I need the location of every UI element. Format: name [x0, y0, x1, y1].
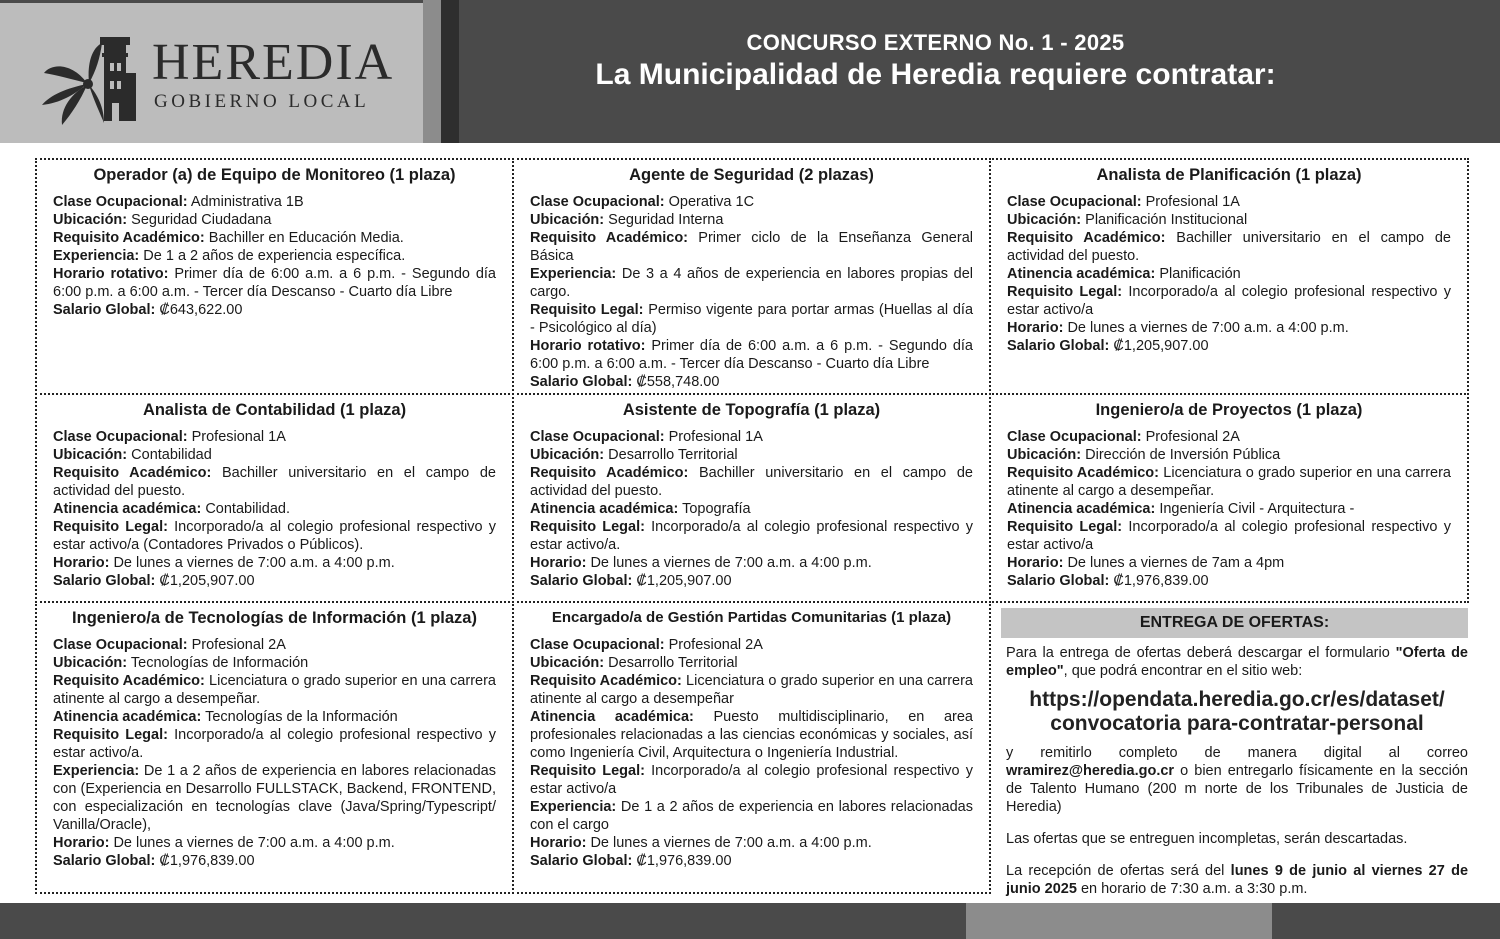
position-title: Asistente de Topografía (1 plaza) [622, 401, 881, 419]
field-row: Horario: De lunes a viernes de 7:00 a.m. a 4:00 p.m. [530, 835, 872, 851]
heredia-flower-tower-icon [42, 33, 147, 128]
field-row: Experiencia: De 1 a 2 años de experiencia en labores relacionadas con el cargo [530, 799, 973, 833]
field-row: Clase Ocupacional: Profesional 2A [53, 637, 286, 653]
field-row: Requisito Académico: Bachiller en Educación Media. [53, 230, 404, 246]
field-row: Requisito Académico: Licenciatura o grado superior en una carrera atinente al cargo a desempeñar. [53, 673, 496, 707]
logo-tagline: GOBIERNO LOCAL [154, 91, 370, 112]
offers-email-link[interactable]: wramirez@heredia.go.cr [1006, 763, 1175, 779]
position-card-project-engineer [989, 393, 1469, 603]
field-row: Clase Ocupacional: Profesional 1A [530, 429, 763, 445]
position-title: Agente de Seguridad (2 plazas) [629, 166, 874, 184]
field-row: Horario: De lunes a viernes de 7am a 4pm [1007, 555, 1285, 571]
field-row: Clase Ocupacional: Profesional 2A [530, 637, 763, 653]
offers-panel [1001, 608, 1469, 897]
field-row: Clase Ocupacional: Profesional 2A [1007, 429, 1240, 445]
field-row: Clase Ocupacional: Operativa 1C [530, 194, 755, 210]
field-row: Atinencia académica: Puesto multidisciplinario, en area profesionales relacionadas a las ciencias económicas y sociales, así como Ingeniería Civil, Arquitectura o Ingeniería Industrial. [530, 709, 973, 761]
field-row: Experiencia: De 1 a 2 años de experiencia específica. [53, 248, 406, 264]
header-logo-panel [0, 0, 423, 143]
position-card-it-engineer [35, 601, 514, 894]
field-row: Ubicación: Desarrollo Territorial [530, 447, 738, 463]
field-row: Requisito Académico: Bachiller universitario en el campo de actividad del puesto. [1007, 230, 1451, 264]
field-row: Salario Global: ₡558,748.00 [530, 374, 720, 390]
offers-dates: La recepción de ofertas será del lunes 9 de junio al viernes 27 de junio 2025 en horario de 7:30 a.m. a 3:30 p.m. [1006, 863, 1469, 897]
logo-name: HEREDIA [152, 34, 395, 91]
field-row: Requisito Académico: Bachiller universitario en el campo de actividad del puesto. [53, 465, 496, 499]
offers-submission-instructions: y remitirlo completo de manera digital al correo wramirez@heredia.go.cr o bien entregarlo físicamente en la sección de Talento Humano (200 m norte de los Tribunales de Justicia de Heredia) [1006, 745, 1468, 815]
field-row: Ubicación: Seguridad Ciudadana [53, 212, 272, 228]
field-row: Requisito Legal: Incorporado/a al colegio profesional respectivo y estar activo/a. [53, 727, 496, 761]
position-card-monitoring-operator [35, 158, 514, 395]
field-row: Requisito Legal: Incorporado/a al colegio profesional respectivo y estar activo/a (Contadores Privados o Públicos). [53, 519, 496, 553]
field-row: Horario: De lunes a viernes de 7:00 a.m. a 4:00 p.m. [53, 835, 395, 851]
field-row: Atinencia académica: Tecnologías de la Información [53, 709, 398, 725]
field-row: Ubicación: Tecnologías de Información [53, 655, 309, 671]
position-card-planning-analyst [989, 158, 1469, 395]
field-row: Requisito Legal: Incorporado/a al colegio profesional respectivo y estar activo/a [1007, 519, 1451, 553]
field-row: Requisito Legal: Incorporado/a al colegio profesional respectivo y estar activo/a [1007, 284, 1451, 318]
field-row: Experiencia: De 1 a 2 años de experiencia en labores relacionadas con (Experiencia en Desarrollo FULLSTACK, Backend, FRONTEND, con especialización en tecnologías clave (Java/Spring/Typescript/ Vanilla/Oracle), [53, 763, 496, 833]
field-row: Ubicación: Contabilidad [53, 447, 212, 463]
field-row: Experiencia: De 3 a 4 años de experiencia en labores propias del cargo. [530, 266, 973, 300]
field-row: Salario Global: ₡1,205,907.00 [53, 573, 255, 589]
contest-kicker: CONCURSO EXTERNO No. 1 - 2025 [746, 30, 1125, 55]
field-row: Salario Global: ₡1,976,839.00 [1007, 573, 1209, 589]
offers-warning: Las ofertas que se entreguen incompletas, serán descartadas. [1006, 831, 1408, 847]
form-name: "Oferta de empleo" [1006, 645, 1468, 679]
heredia-logo [42, 33, 395, 128]
position-card-accounting-analyst [35, 393, 514, 603]
field-row: Salario Global: ₡1,205,907.00 [1007, 338, 1209, 354]
position-title: Operador (a) de Equipo de Monitoreo (1 plaza) [93, 166, 456, 184]
field-row: Ubicación: Dirección de Inversión Pública [1007, 447, 1281, 463]
header-divider-light [423, 0, 441, 143]
offers-url-link[interactable]: https://opendata.heredia.go.cr/es/dataset/ convocatoria para-contratar-personal [1029, 688, 1445, 735]
footer-bar [0, 903, 1500, 939]
field-row: Requisito Académico: Primer ciclo de la Enseñanza General Básica [530, 230, 973, 264]
page-title: La Municipalidad de Heredia requiere contratar: [595, 58, 1276, 91]
field-row: Atinencia académica: Ingeniería Civil - Arquitectura - [1007, 501, 1355, 517]
field-row: Horario: De lunes a viernes de 7:00 a.m. a 4:00 p.m. [53, 555, 395, 571]
field-row: Requisito Académico: Licenciatura o grado superior en una carrera atinente al cargo a desempeñar. [1007, 465, 1451, 499]
field-row: Atinencia académica: Topografía [530, 501, 751, 517]
field-row: Clase Ocupacional: Profesional 1A [53, 429, 286, 445]
field-row: Horario rotativo: Primer día de 6:00 a.m. a 6 p.m. - Segundo día 6:00 p.m. a 6:00 a.m. - Tercer día Descanso - Cuarto día Libre [530, 338, 973, 372]
header-divider-dark [441, 0, 459, 143]
field-row: Requisito Académico: Licenciatura o grado superior en una carrera atinente al cargo a desempeñar [530, 673, 973, 707]
field-row: Horario rotativo: Primer día de 6:00 a.m. a 6 p.m. - Segundo día 6:00 p.m. a 6:00 a.m. - Tercer día Descanso - Cuarto día Libre [53, 266, 496, 300]
footer-accent [966, 903, 1272, 939]
position-card-topography-assistant [512, 393, 991, 603]
position-title: Analista de Contabilidad (1 plaza) [142, 401, 407, 419]
field-row: Salario Global: ₡1,976,839.00 [53, 853, 255, 869]
position-title: Encargado/a de Gestión Partidas Comunitarias (1 plaza) [551, 609, 952, 626]
position-card-community-grants-manager [512, 601, 991, 894]
field-row: Salario Global: ₡1,976,839.00 [530, 853, 732, 869]
position-title: Ingeniero/a de Tecnologías de Información (1 plaza) [72, 609, 477, 627]
field-row: Salario Global: ₡643,622.00 [53, 302, 243, 318]
field-row: Ubicación: Seguridad Interna [530, 212, 724, 228]
position-title: Analista de Planificación (1 plaza) [1096, 166, 1362, 184]
field-row: Atinencia académica: Planificación [1007, 266, 1241, 282]
offers-heading: ENTREGA DE OFERTAS: [1001, 608, 1468, 638]
field-row: Horario: De lunes a viernes de 7:00 a.m. a 4:00 p.m. [530, 555, 872, 571]
field-row: Atinencia académica: Contabilidad. [53, 501, 290, 517]
field-row: Ubicación: Desarrollo Territorial [530, 655, 738, 671]
field-row: Clase Ocupacional: Profesional 1A [1007, 194, 1240, 210]
position-title: Ingeniero/a de Proyectos (1 plaza) [1095, 401, 1363, 419]
field-row: Requisito Legal: Incorporado/a al colegio profesional respectivo y estar activo/a. [530, 519, 973, 553]
field-row: Horario: De lunes a viernes de 7:00 a.m. a 4:00 p.m. [1007, 320, 1349, 336]
position-card-security-agent [512, 158, 991, 395]
field-row: Requisito Legal: Permiso vigente para portar armas (Huellas al día - Psicológico al día) [530, 302, 974, 336]
field-row: Clase Ocupacional: Administrativa 1B [53, 194, 304, 210]
field-row: Requisito Académico: Bachiller universitario en el campo de actividad del puesto. [530, 465, 973, 499]
field-row: Ubicación: Planificación Institucional [1007, 212, 1248, 228]
offers-body [1001, 638, 1468, 898]
offers-intro: Para la entrega de ofertas deberá descargar el formulario "Oferta de empleo", que podrá encontrar en el sitio web: [1006, 645, 1468, 679]
field-row: Requisito Legal: Incorporado/a al colegio profesional respectivo y estar activo/a [530, 763, 973, 797]
field-row: Salario Global: ₡1,205,907.00 [530, 573, 732, 589]
